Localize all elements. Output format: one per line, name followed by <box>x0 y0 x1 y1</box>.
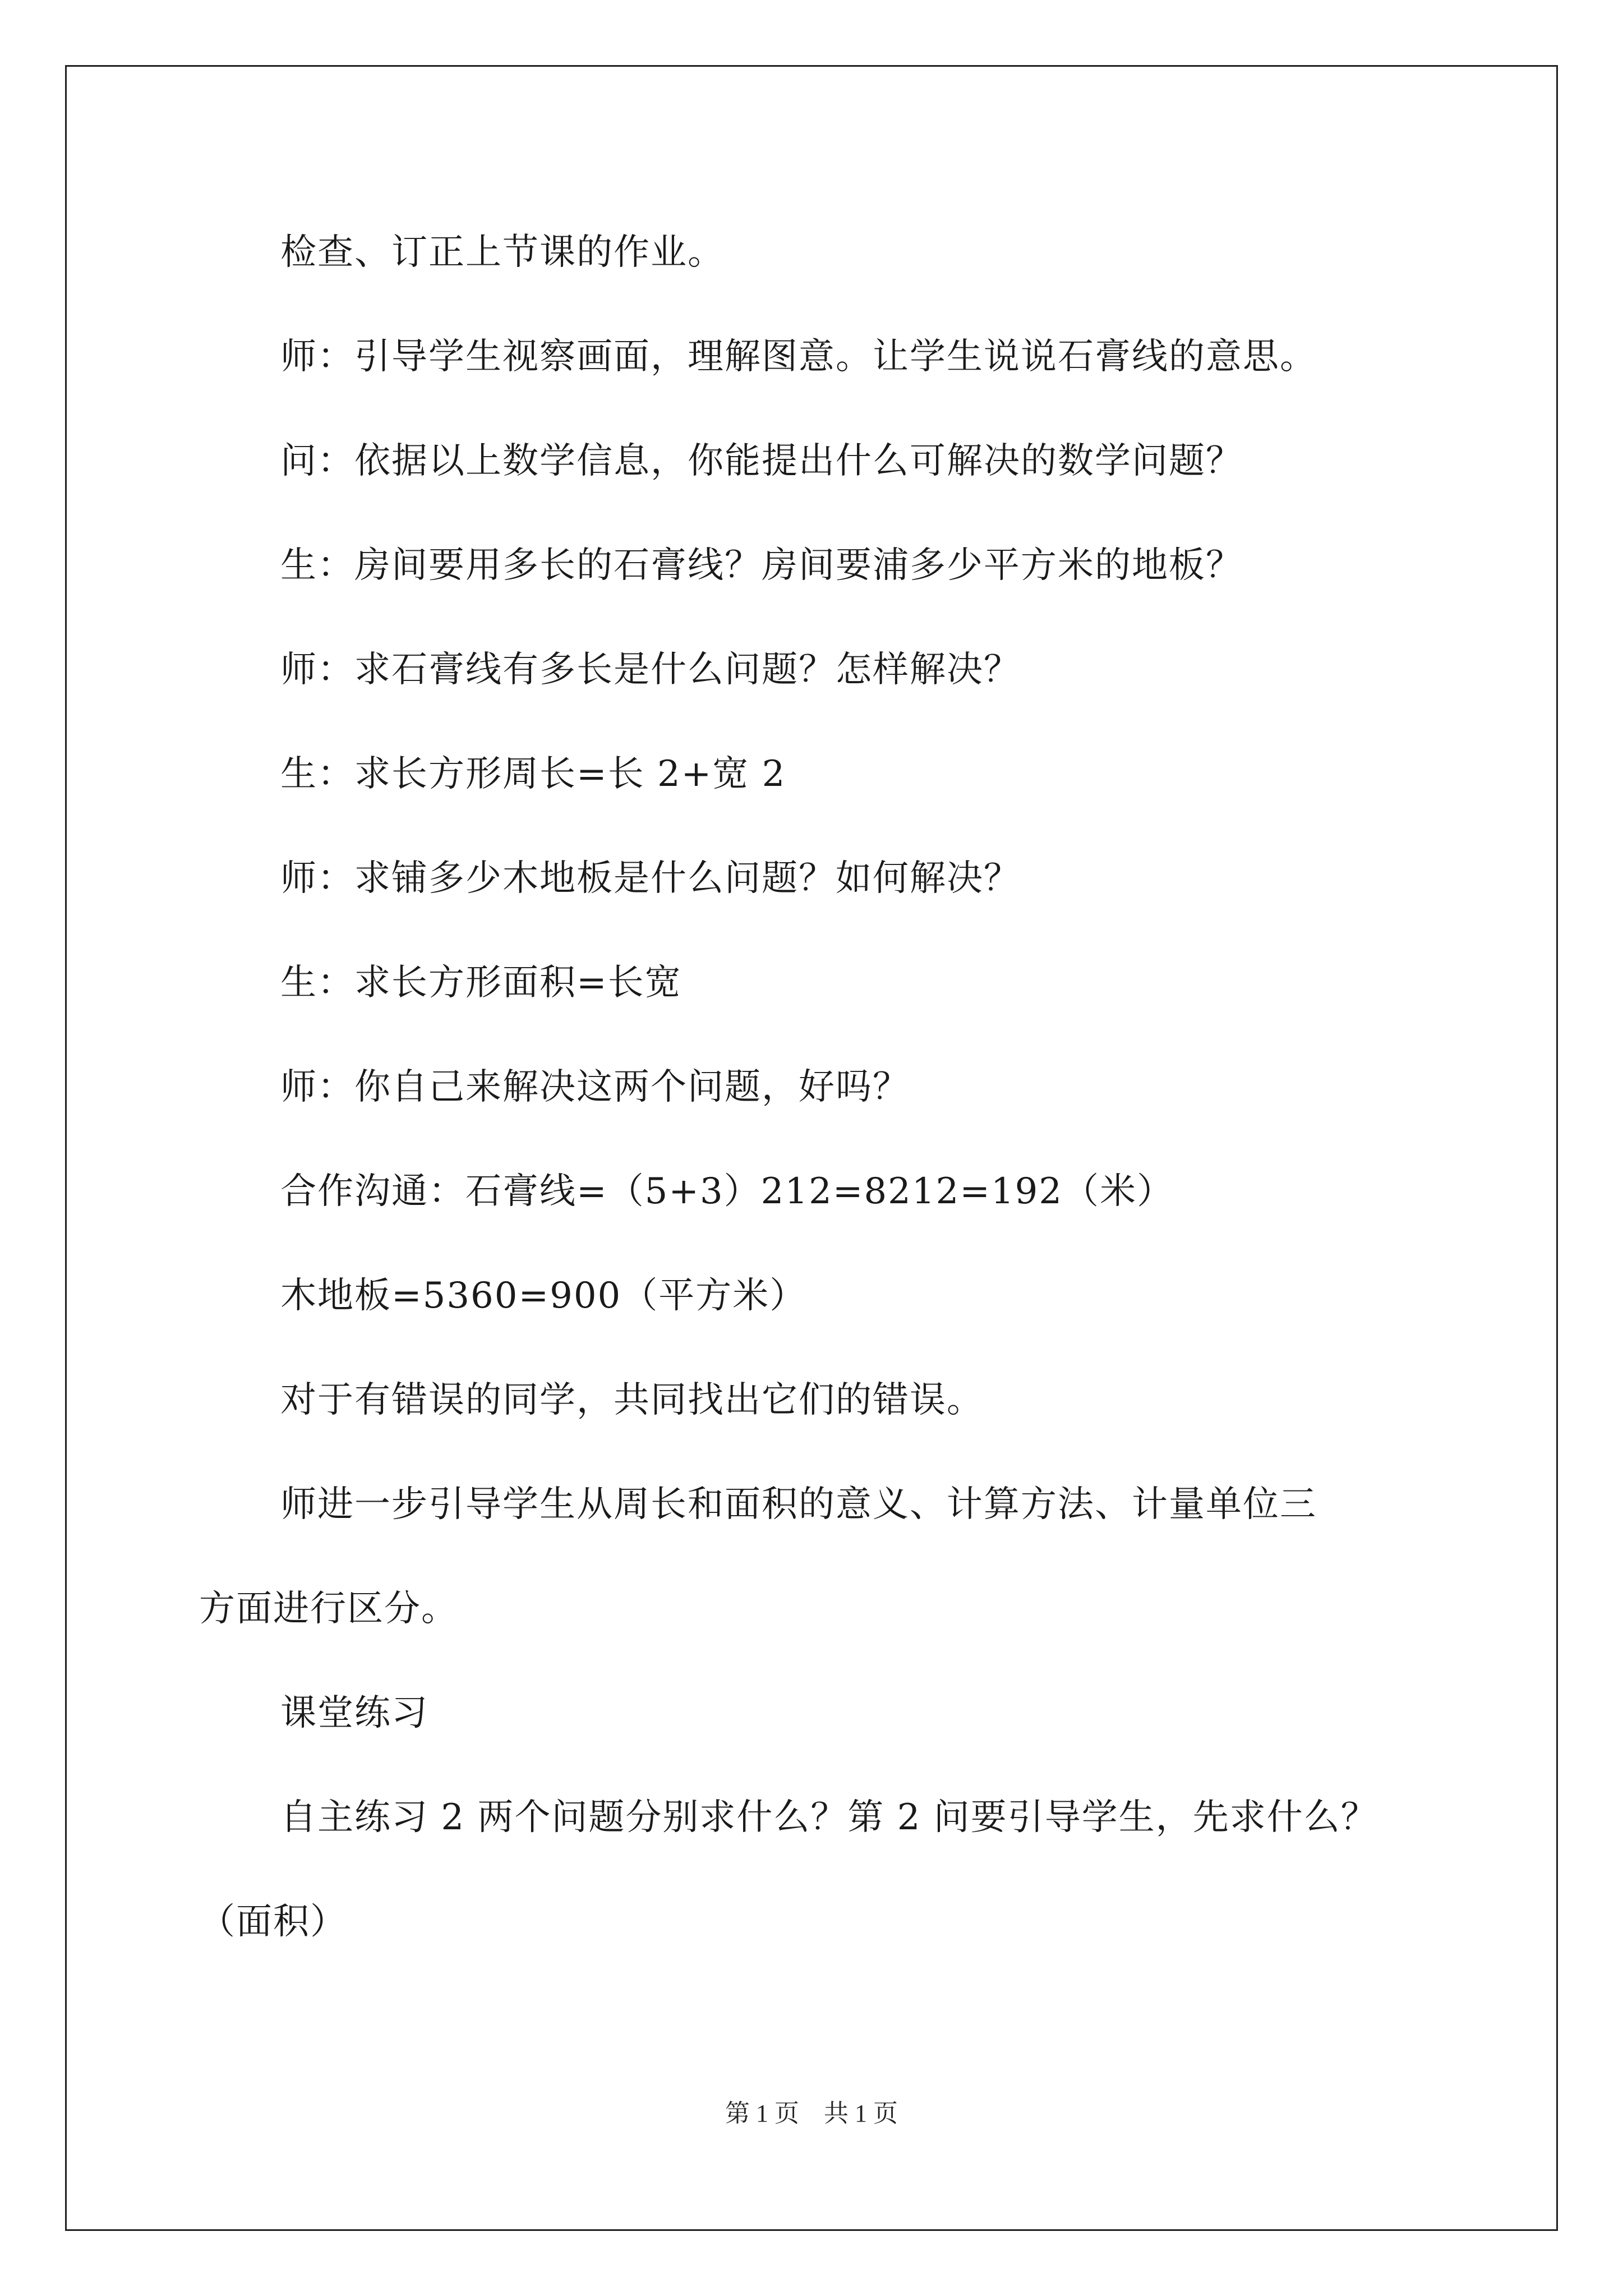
paragraph-cooperation-plaster: 合作沟通：石膏线=（5+3）212=8212=192（米） <box>280 1171 1174 1212</box>
paragraph-student-area: 生：求长方形面积=长宽 <box>280 962 682 1004</box>
paragraph-distinguish-start: 师进一步引导学生从周长和面积的意义、计算方法、计量单位三 <box>280 1484 1317 1525</box>
paragraph-student-room-question: 生：房间要用多长的石膏线？房间要浦多少平方米的地板？ <box>280 545 1243 586</box>
paragraph-check-homework: 检查、订正上节课的作业。 <box>280 232 725 273</box>
paragraph-practice-2: 自主练习 2 两个问题分别求什么？第 2 问要引导学生，先求什么？ <box>280 1797 1378 1838</box>
paragraph-teacher-floor: 师：求铺多少木地板是什么问题？如何解决？ <box>280 858 1021 899</box>
paragraph-wood-floor: 木地板=5360=900（平方米） <box>280 1275 807 1317</box>
paragraph-find-errors: 对于有错误的同学，共同找出它们的错误。 <box>280 1379 984 1421</box>
paragraph-question-math-info: 问：依据以上数学信息，你能提出什么可解决的数学问题？ <box>280 440 1243 482</box>
paragraph-student-perimeter: 生：求长方形周长=长 2+宽 2 <box>280 753 786 795</box>
page-footer: 第 1 页 共 1 页 <box>725 2100 898 2127</box>
paragraph-teacher-guide-picture: 师：引导学生视察画面，理解图意。让学生说说石膏线的意思。 <box>280 336 1317 378</box>
paragraph-practice-2-answer: （面积） <box>199 1901 347 1943</box>
paragraph-distinguish-end: 方面进行区分。 <box>199 1588 458 1630</box>
paragraph-teacher-solve: 师：你自己来解决这两个问题，好吗？ <box>280 1066 910 1108</box>
paragraph-teacher-plaster-line: 师：求石膏线有多长是什么问题？怎样解决？ <box>280 649 1021 691</box>
section-heading-classroom-practice: 课堂练习 <box>280 1692 428 1734</box>
